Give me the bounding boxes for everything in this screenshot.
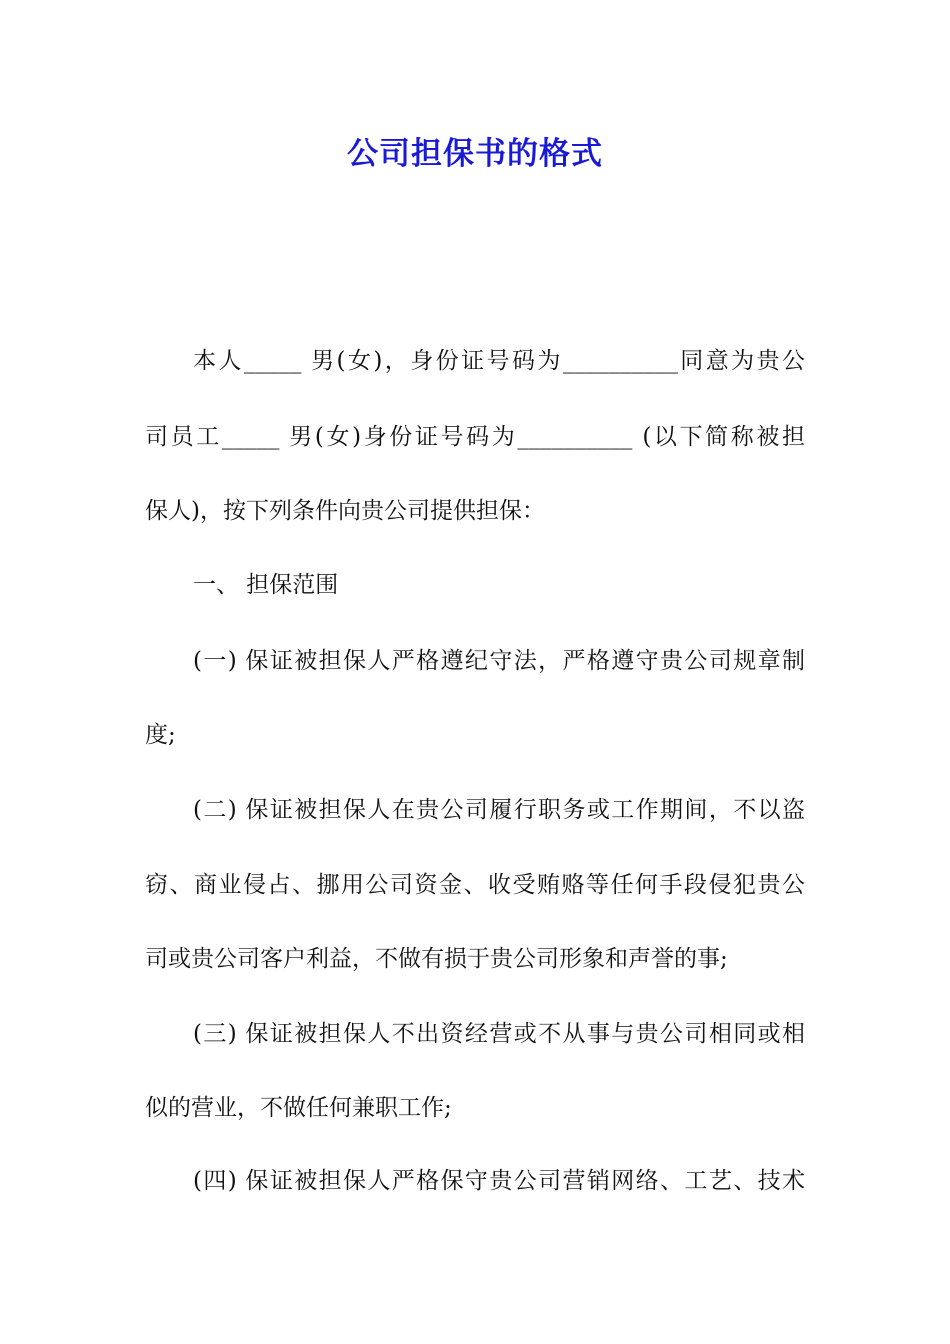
document-title: 公司担保书的格式 xyxy=(347,136,603,172)
section-heading: 一、 担保范围 xyxy=(193,572,339,598)
paragraph-line: (二) 保证被担保人在贵公司履行职务或工作期间，不以盗 xyxy=(193,797,805,823)
paragraph-line: 保人)，按下列条件向贵公司提供担保： xyxy=(145,498,545,524)
paragraph-line: (一) 保证被担保人严格遵纪守法，严格遵守贵公司规章制 xyxy=(193,648,805,674)
paragraph-line: (四) 保证被担保人严格保守贵公司营销网络、工艺、技术 xyxy=(193,1168,805,1194)
paragraph-line: 似的营业，不做任何兼职工作; xyxy=(145,1095,452,1121)
paragraph-line: 本人_____ 男(女)，身份证号码为__________同意为贵公 xyxy=(193,348,805,374)
paragraph-line: 窃、商业侵占、挪用公司资金、收受贿赂等任何手段侵犯贵公 xyxy=(145,872,805,898)
paragraph-line: 司或贵公司客户利益，不做有损于贵公司形象和声誉的事; xyxy=(145,946,728,972)
paragraph-line: (三) 保证被担保人不出资经营或不从事与贵公司相同或相 xyxy=(193,1021,805,1047)
paragraph-line: 度; xyxy=(145,722,176,748)
paragraph-line: 司员工_____ 男(女)身份证号码为__________ (以下简称被担 xyxy=(145,424,805,450)
